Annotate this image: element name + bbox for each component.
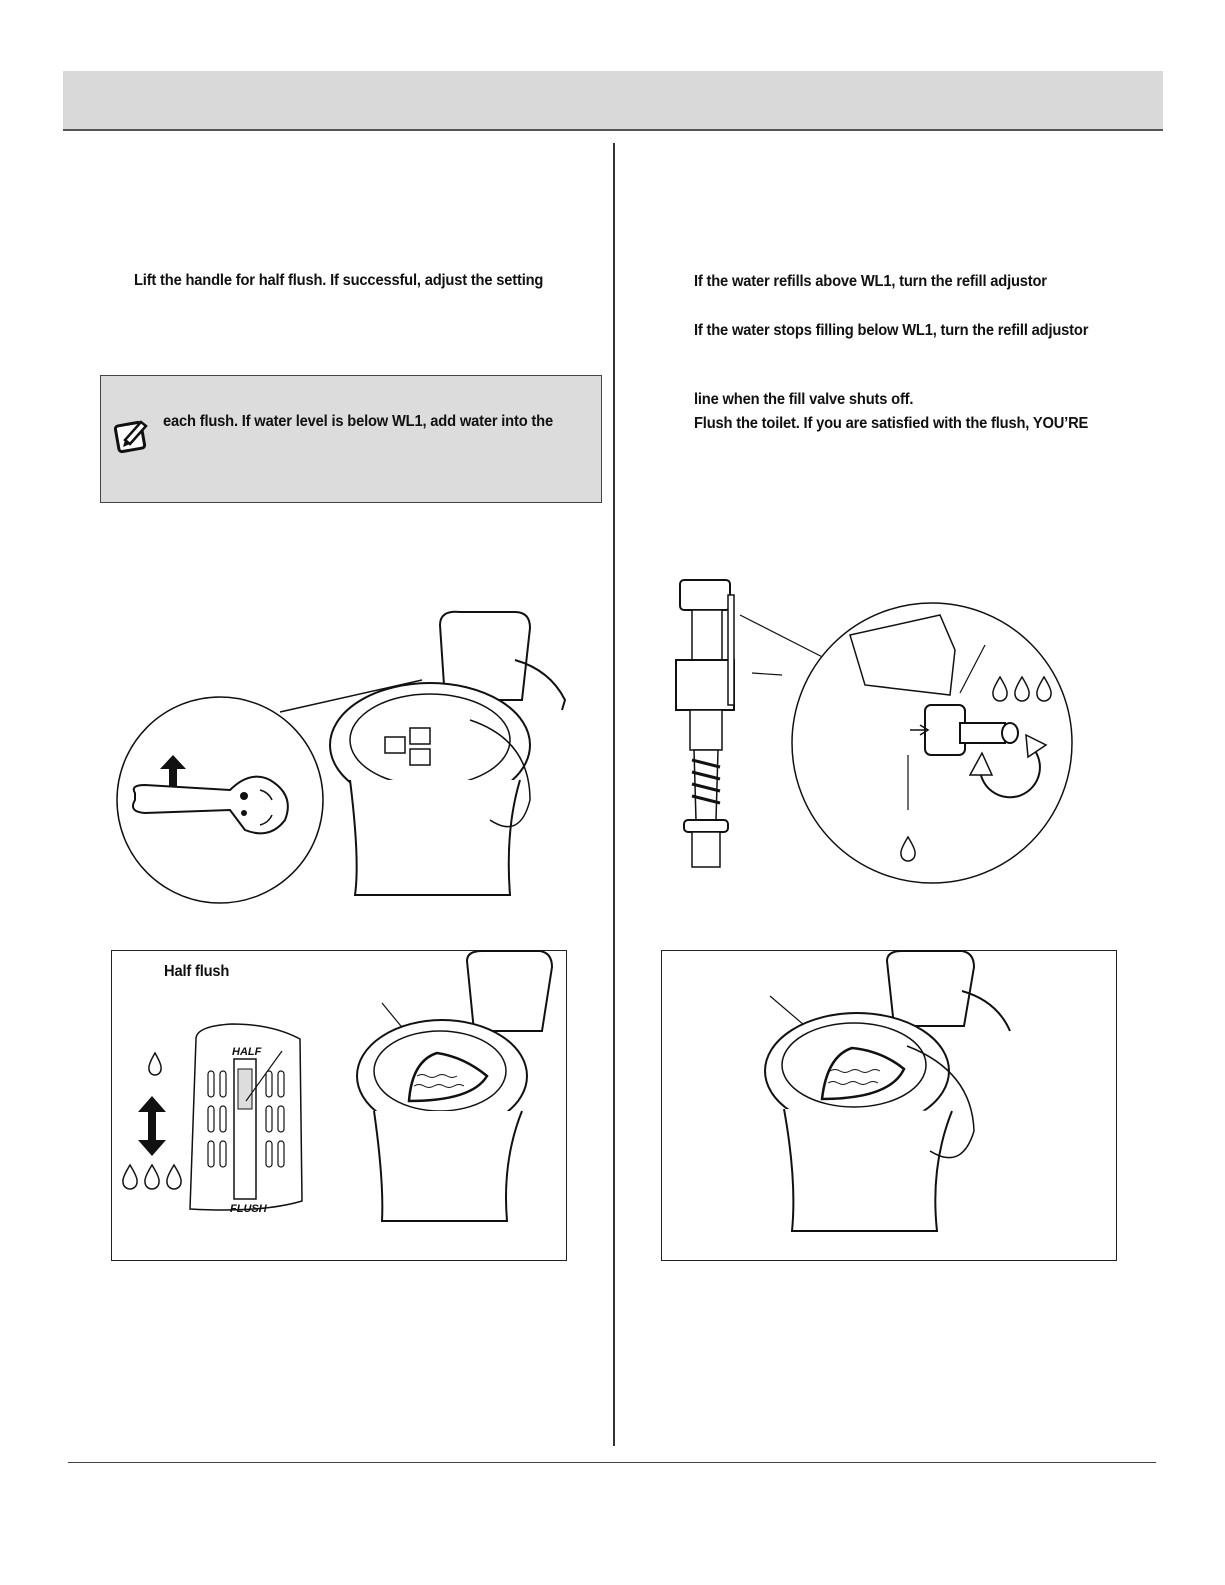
right-line-3: line when the fill valve shuts off. [694, 391, 914, 408]
note-pencil-icon [111, 416, 155, 460]
fill-valve-figure [670, 575, 1120, 895]
half-flush-figure [111, 950, 567, 1261]
note-text: each flush. If water level is below WL1, add water into the [163, 413, 553, 430]
half-flush-label: Half flush [164, 963, 230, 980]
right-line-1: If the water refills above WL1, turn the refill adjustor [694, 273, 1047, 290]
right-line-4: Flush the toilet. If you are satisfied with the flush, YOU’RE [694, 415, 1089, 432]
scale-top-label: HALF [232, 1046, 262, 1058]
up-arrow-icon [160, 755, 186, 787]
header-bar [63, 71, 1163, 131]
scale-bottom-label: FLUSH [230, 1203, 267, 1215]
water-level-figure [661, 950, 1117, 1261]
left-step-text: Lift the handle for half flush. If successful, adjust the setting [134, 272, 544, 289]
note-box [100, 375, 602, 503]
column-divider [613, 143, 615, 1446]
footer-rule [68, 1462, 1156, 1463]
right-line-2: If the water stops filling below WL1, turn the refill adjustor [694, 322, 1089, 339]
handle-toilet-figure [110, 600, 590, 910]
